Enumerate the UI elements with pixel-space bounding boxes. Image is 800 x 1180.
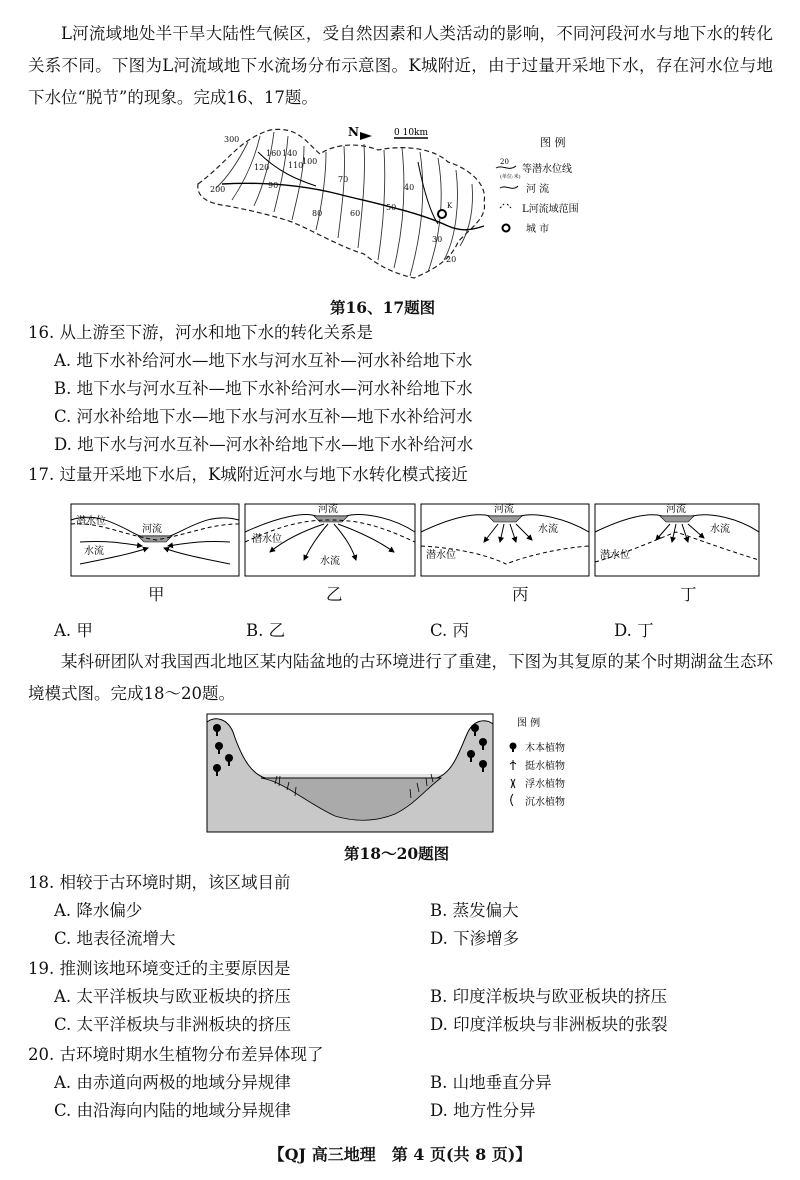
legend-river: 河 流 bbox=[526, 184, 550, 195]
svg-text:100: 100 bbox=[302, 157, 318, 166]
svg-text:80: 80 bbox=[312, 209, 323, 218]
q18-option-b: B. 蒸发偏大 bbox=[430, 901, 519, 920]
panel-jia bbox=[71, 504, 239, 576]
svg-text:60: 60 bbox=[350, 209, 361, 218]
floating-plant-icon bbox=[511, 779, 515, 788]
lake-basin-diagram bbox=[205, 712, 605, 836]
q18-option-a: A. 降水偏少 bbox=[54, 901, 143, 920]
north-arrow-label: N bbox=[348, 125, 359, 139]
q19-stem: 19. 推测该地环境变迁的主要原因是 bbox=[28, 959, 291, 978]
svg-text:河流: 河流 bbox=[318, 504, 338, 515]
q16-option-c: C. 河水补给地下水—地下水与河水互补—地下水补给河水 bbox=[54, 407, 473, 426]
svg-text:河流: 河流 bbox=[142, 524, 162, 535]
svg-text:140: 140 bbox=[282, 149, 298, 158]
svg-text:潜水位: 潜水位 bbox=[252, 534, 282, 545]
svg-text:20: 20 bbox=[500, 158, 509, 166]
lake-legend-title: 图 例 bbox=[517, 718, 541, 729]
q18-option-c: C. 地表径流增大 bbox=[54, 929, 176, 948]
q19-option-b: B. 印度洋板块与欧亚板块的挤压 bbox=[430, 987, 668, 1006]
q19-option-c: C. 太平洋板块与非洲板块的挤压 bbox=[54, 1015, 292, 1034]
svg-text:20: 20 bbox=[446, 255, 457, 264]
contour-labels bbox=[210, 135, 456, 264]
svg-text:30: 30 bbox=[432, 235, 443, 244]
svg-text:木本植物: 木本植物 bbox=[525, 743, 565, 754]
emergent-plant-icon bbox=[510, 760, 516, 770]
svg-text:水流: 水流 bbox=[538, 524, 558, 535]
svg-text:300: 300 bbox=[224, 135, 240, 144]
svg-text:河流: 河流 bbox=[494, 504, 514, 515]
city-k-marker bbox=[438, 210, 446, 218]
panel-name-yi: 乙 bbox=[326, 585, 343, 604]
svg-text:潜水位: 潜水位 bbox=[76, 516, 106, 527]
svg-text:水流: 水流 bbox=[320, 556, 340, 567]
q20-stem: 20. 古环境时期水生植物分布差异体现了 bbox=[28, 1045, 324, 1064]
svg-text:河流: 河流 bbox=[666, 504, 686, 515]
svg-text:90: 90 bbox=[268, 181, 279, 190]
page-footer: 【QJ 高三地理 第 4 页(共 8 页)】 bbox=[268, 1145, 532, 1164]
tree-icons bbox=[213, 724, 487, 776]
panel-bing bbox=[421, 502, 589, 576]
q17-option-b: B. 乙 bbox=[246, 621, 286, 640]
svg-text:(单位:米): (单位:米) bbox=[500, 174, 521, 180]
figure-caption-18-20: 第18～20题图 bbox=[344, 844, 450, 863]
q17-option-c: C. 丙 bbox=[430, 621, 470, 640]
submerged-plant-icon bbox=[511, 794, 513, 806]
svg-text:160: 160 bbox=[266, 149, 282, 158]
svg-text:挺水植物: 挺水植物 bbox=[525, 761, 565, 772]
passage-18-20: 某科研团队对我国西北地区某内陆盆地的古环境进行了重建，下图为其复原的某个时期湖盆生态环境模式图。完成18～20题。 bbox=[28, 652, 773, 703]
q17-diagrams bbox=[70, 502, 760, 578]
svg-text:70: 70 bbox=[338, 175, 349, 184]
q16-stem: 16. 从上游至下游，河水和地下水的转化关系是 bbox=[28, 323, 373, 342]
q17-option-d: D. 丁 bbox=[614, 621, 654, 640]
q19-option-d: D. 印度洋板块与非洲板块的张裂 bbox=[430, 1015, 668, 1034]
q17-option-a: A. 甲 bbox=[54, 621, 93, 640]
north-arrow-icon bbox=[360, 132, 372, 140]
svg-text:120: 120 bbox=[254, 163, 270, 172]
svg-text:浮水植物: 浮水植物 bbox=[525, 779, 565, 790]
panel-yi bbox=[245, 502, 415, 576]
svg-text:水流: 水流 bbox=[710, 524, 730, 535]
map-scale: 0 10km bbox=[394, 128, 429, 138]
svg-text:潜水位: 潜水位 bbox=[426, 550, 456, 561]
svg-text:水流: 水流 bbox=[84, 546, 104, 557]
q19-option-a: A. 太平洋板块与欧亚板块的挤压 bbox=[54, 987, 291, 1006]
panel-name-jia: 甲 bbox=[148, 585, 165, 604]
q20-option-d: D. 地方性分异 bbox=[430, 1101, 536, 1120]
city-k-label: K bbox=[447, 202, 453, 210]
q18-option-d: D. 下渗增多 bbox=[430, 929, 520, 948]
figure-caption-16-17: 第16、17题图 bbox=[330, 298, 436, 317]
legend-city: 城 市 bbox=[526, 224, 550, 235]
svg-text:110: 110 bbox=[288, 161, 304, 170]
river bbox=[222, 183, 484, 229]
map-legend-title: 图 例 bbox=[540, 136, 566, 149]
q20-option-c: C. 由沿海向内陆的地域分异规律 bbox=[54, 1101, 292, 1120]
legend-contour: 等潜水位线 bbox=[522, 164, 572, 175]
q20-option-a: A. 由赤道向两极的地域分异规律 bbox=[54, 1073, 291, 1092]
panel-ding bbox=[595, 502, 759, 576]
groundwater-flow-map bbox=[188, 122, 608, 292]
svg-text:40: 40 bbox=[404, 183, 415, 192]
q16-option-b: B. 地下水与河水互补—地下水补给河水—河水补给地下水 bbox=[54, 379, 473, 398]
svg-text:潜水位: 潜水位 bbox=[600, 550, 630, 561]
svg-text:50: 50 bbox=[386, 203, 397, 212]
svg-text:200: 200 bbox=[210, 185, 226, 194]
q18-stem: 18. 相较于古环境时期，该区域目前 bbox=[28, 873, 291, 892]
panel-name-ding: 丁 bbox=[680, 585, 697, 604]
legend-boundary: L河流域范围 bbox=[522, 204, 579, 215]
svg-text:沉水植物: 沉水植物 bbox=[525, 797, 565, 808]
q20-option-b: B. 山地垂直分异 bbox=[430, 1073, 552, 1092]
q16-option-a: A. 地下水补给河水—地下水与河水互补—河水补给地下水 bbox=[54, 351, 473, 370]
panel-name-bing: 丙 bbox=[512, 585, 529, 604]
q17-stem: 17. 过量开采地下水后，K城附近河水与地下水转化模式接近 bbox=[28, 465, 468, 484]
passage-16-17: L河流域地处半干旱大陆性气候区，受自然因素和人类活动的影响，不同河段河水与地下水的转化关系不同。下图为L河流域地下水流场分布示意图。K城附近，由于过量开采地下水，存在河水位与地下水位“脱节”的现象。完成16、17题。 bbox=[28, 24, 773, 107]
q16-option-d: D. 地下水与河水互补—河水补给地下水—地下水补给河水 bbox=[54, 435, 474, 454]
